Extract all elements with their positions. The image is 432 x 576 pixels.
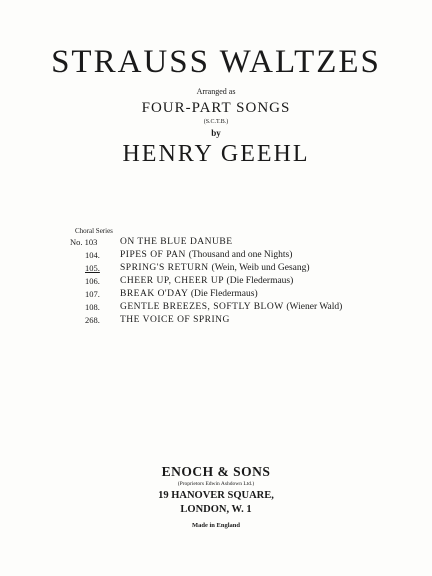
item-subtitle: (Die Fledermaus) (190, 289, 258, 299)
item-title: PIPES OF PAN (Thousand and one Nights) (120, 250, 293, 260)
voices-text: (S.C.T.B.) (203, 119, 229, 125)
item-number: 105. (85, 263, 100, 273)
item-number: No. 103 (70, 237, 98, 247)
item-subtitle: (Thousand and one Nights) (188, 250, 293, 260)
arranged-as-text: Arranged as (196, 87, 236, 96)
by-text: by (211, 128, 221, 138)
item-subtitle: (Wiener Wald) (286, 302, 343, 312)
address-line-2: LONDON, W. 1 (180, 504, 252, 515)
item-title: SPRING'S RETURN (Wein, Weib und Gesang) (120, 263, 310, 273)
item-title: THE VOICE OF SPRING (120, 315, 230, 325)
series-label: Choral Series (75, 227, 113, 235)
item-number: 106. (85, 276, 100, 286)
item-title: CHEER UP, CHEER UP (Die Fledermaus) (120, 276, 294, 286)
item-number: 108. (85, 302, 100, 312)
address-line-1: 19 HANOVER SQUARE, (158, 490, 274, 501)
item-number: 268. (85, 315, 100, 325)
title: STRAUSS WALTZES (51, 44, 381, 80)
item-subtitle: (Die Fledermaus) (226, 276, 294, 286)
item-title: BREAK O'DAY (Die Fledermaus) (120, 289, 258, 299)
item-title: ON THE BLUE DANUBE (120, 237, 233, 247)
item-number: 104. (85, 250, 100, 260)
format-heading: FOUR-PART SONGS (141, 100, 291, 116)
author-name: HENRY GEEHL (122, 141, 310, 167)
publisher-name: ENOCH & SONS (161, 464, 271, 479)
item-subtitle: (Wein, Weib und Gesang) (211, 263, 310, 273)
proprietors-text: (Proprietors Edwin Ashdown Ltd.) (177, 481, 255, 487)
item-number: 107. (85, 289, 100, 299)
made-in-text: Made in England (191, 522, 241, 529)
item-title: GENTLE BREEZES, SOFTLY BLOW (Wiener Wald) (120, 302, 343, 312)
